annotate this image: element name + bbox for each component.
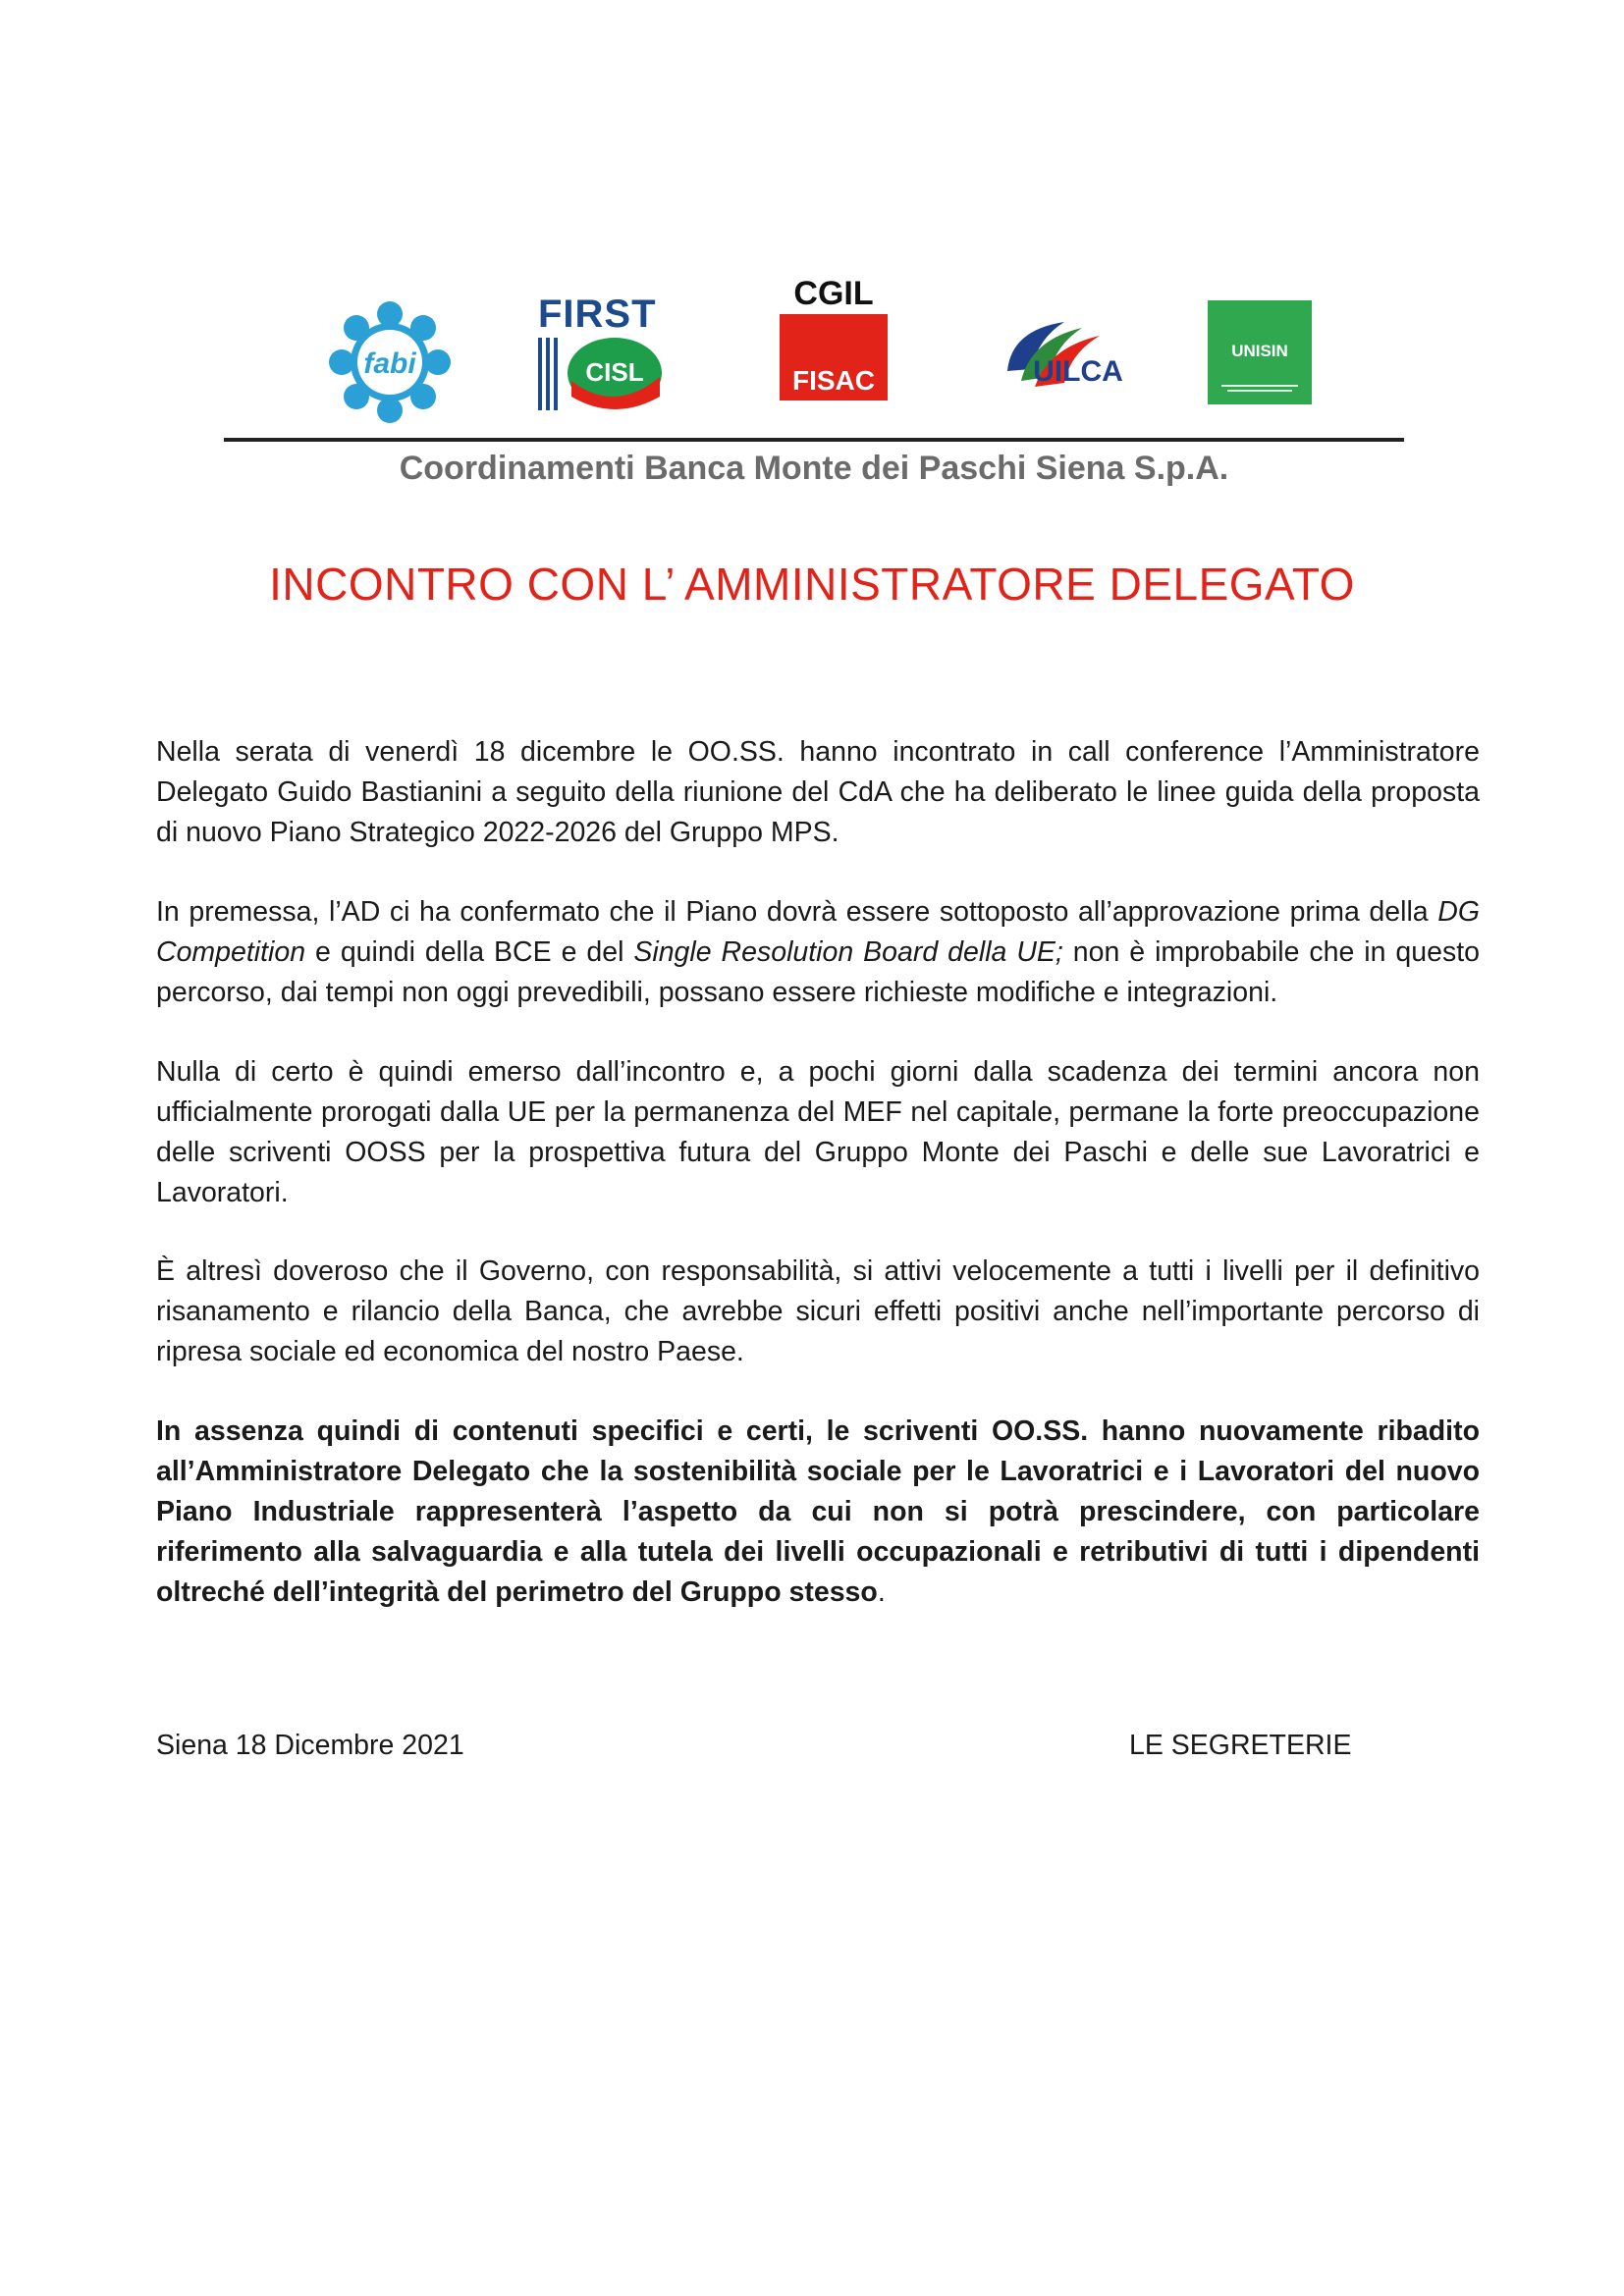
paragraph-5 xyxy=(156,1412,1480,1613)
fabi-label: fabi xyxy=(363,347,416,380)
fabi-flower-icon xyxy=(328,300,452,424)
unisin-green-block xyxy=(1208,300,1312,404)
page-title: INCONTRO CON L’ AMMINISTRATORE DELEGATO xyxy=(269,559,1355,610)
unisin-subtitle-mark xyxy=(1221,385,1298,393)
paragraph-2 xyxy=(156,892,1480,1013)
signature: LE SEGRETERIE xyxy=(1129,1730,1352,1761)
paragraph-1: Nella serata di venerdì 18 dicembre le OO.SS. hanno incontrato in call conference l’Amministratore Delegato Guido Bastianini a seguito della riunione del CdA che ha deliberato le linee guida della proposta di nuovo Piano Strategico 2022-2026 del Gruppo MPS. xyxy=(156,736,1480,848)
paragraph-5-bold: In assenza quindi di contenuti specifici e certi, le scriventi OO.SS. hanno nuovamente ribadito all’Amministratore Delegato che la sostenibilità sociale per le Lavoratrici e i Lavoratori del nuovo Piano Industriale rappresenterà l’aspetto da cui non si potrà prescindere, con particolare riferimento alla salvaguardia e alla tutela dei livelli occupazionali e retributivi di tutti i dipendenti oltreché dell’integrità del perimetro del Gruppo stesso xyxy=(156,1415,1480,1608)
srb-term: Single Resolution Board della UE; xyxy=(633,936,1063,968)
unisin-logo xyxy=(1208,300,1312,404)
paragraph-3: Nulla di certo è quindi emerso dall’incontro e, a pochi giorni dalla scadenza dei termini ancora non ufficialmente prorogati dalla UE per la permanenza del MEF nel capitale, permane la forte preoccupazione delle scriventi OOSS per la prospettiva futura del Gruppo Monte dei Paschi e delle sue Lavoratrici e Lavoratori. xyxy=(156,1056,1480,1208)
paragraph-2-part-e: non è improbabile che in questo percorso, dai tempi non oggi prevedibili, possano essere richieste modifiche e integrazioni. xyxy=(156,936,1480,1008)
paragraph-2-part-a: In premessa, l’AD ci ha confermato che il Piano dovrà essere sottoposto all’approvazione prima della xyxy=(156,896,1438,928)
dg-competition-term: DG Competition xyxy=(156,896,1480,968)
cisl-emblem-icon xyxy=(538,338,666,410)
cgil-label: CGIL xyxy=(793,275,874,312)
fabi-logo xyxy=(328,300,452,424)
uilca-swoosh-icon xyxy=(1001,312,1139,406)
coordination-heading: Coordinamenti Banca Monte dei Paschi Siena S.p.A. xyxy=(399,450,1229,487)
paragraph-2-part-c: e quindi della BCE e del xyxy=(305,936,634,968)
fisac-label: FISAC xyxy=(792,365,875,396)
first-label: FIRST xyxy=(538,293,657,336)
paragraph-4: È altresì doveroso che il Governo, con responsabilità, si attivi velocemente a tutti i livelli per il definitivo risanamento e rilancio della Banca, che avrebbe sicuri effetti positivi anche nell’importante percorso di ripresa sociale ed economica del nostro Paese. xyxy=(156,1255,1480,1367)
cgil-fisac-logo xyxy=(776,275,892,406)
place-date: Siena 18 Dicembre 2021 xyxy=(156,1730,464,1761)
uilca-label: UILCA xyxy=(1033,355,1123,388)
first-cisl-logo xyxy=(538,293,666,410)
cisl-label: CISL xyxy=(585,357,644,387)
unisin-label: UNISIN xyxy=(1231,342,1288,360)
header-divider xyxy=(224,438,1404,442)
paragraph-5-end: . xyxy=(877,1576,886,1608)
cgil-red-block xyxy=(780,314,888,400)
uilca-logo xyxy=(1001,312,1139,406)
